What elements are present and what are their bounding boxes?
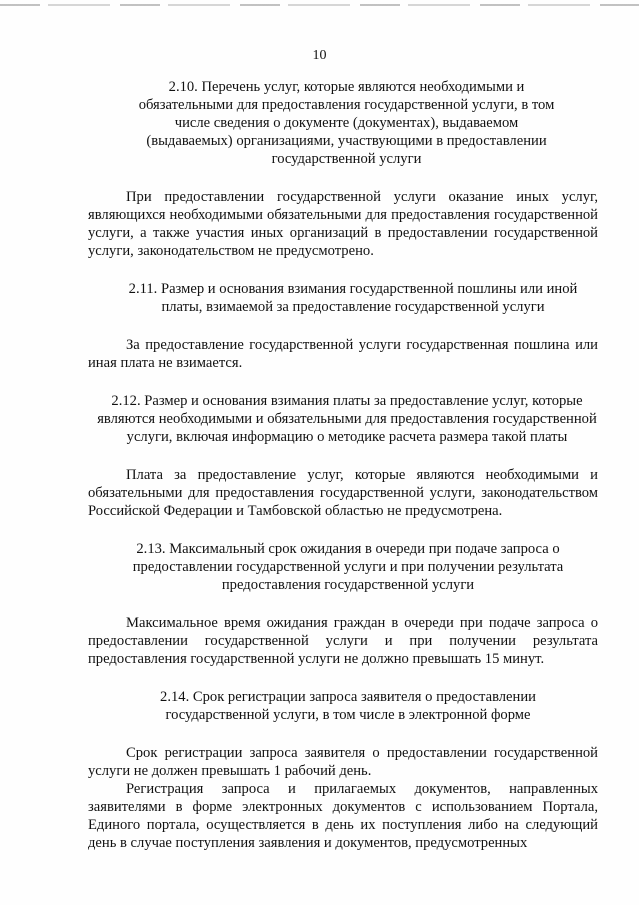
section-paragraph: Срок регистрации запроса заявителя о предоставлении государственной услуги не должен превышать 1 рабочий день. — [88, 745, 598, 779]
section-2-11 — [88, 280, 598, 372]
section-heading: 2.11. Размер и основания взимания государственной пошлины или иной платы, взимаемой за предоставление государственной услуги — [128, 281, 578, 315]
document-body — [88, 78, 598, 852]
section-heading: 2.10. Перечень услуг, которые являются необходимыми и обязательными для предоставления государственной услуги, в том числе сведения о документе (документах), выдаваемом (выдаваемых) организациями, участвующими в предоставлении государственной услуги — [138, 79, 555, 167]
section-heading: 2.13. Максимальный срок ожидания в очереди при подаче запроса о предоставлении государственной услуги и при получении результата предоставления государственной услуги — [132, 541, 564, 593]
section-paragraph: При предоставлении государственной услуги оказание иных услуг, являющихся необходимыми обязательными для предоставления государственной услуги, а также участия иных организаций в предоставлении государственной услуги, законодательством не предусмотрено. — [88, 189, 598, 259]
section-heading: 2.12. Размер и основания взимания платы за предоставление услуг, которые являются необходимыми и обязательными для предоставления государственной услуги, включая информацию о методике расчета размера такой платы — [97, 393, 597, 445]
section-paragraph: Максимальное время ожидания граждан в очереди при подаче запроса о предоставлении государственной услуги и при получении результата предоставления государственной услуги не должно превышать 15 минут. — [88, 615, 598, 667]
page-number: 10 — [312, 48, 327, 63]
section-2-14 — [88, 688, 598, 852]
section-paragraph: Плата за предоставление услуг, которые являются необходимыми и обязательными для предоставления государственной услуги, законодательством Российской Федерации и Тамбовской областью не предусмотрена. — [88, 467, 598, 519]
section-paragraph: Регистрация запроса и прилагаемых документов, направленных заявителями в форме электронных документов с использованием Портала, Единого портала, осуществляется в день их поступления либо на следующий день в случае поступления заявления и документов, предусмотренных — [88, 781, 598, 851]
section-2-10 — [88, 78, 598, 260]
section-2-13 — [88, 540, 598, 668]
section-2-12 — [88, 392, 598, 520]
section-heading: 2.14. Срок регистрации запроса заявителя о предоставлении государственной услуги, в том числе в электронной форме — [160, 689, 536, 723]
section-paragraph: За предоставление государственной услуги государственная пошлина или иная плата не взимается. — [88, 337, 598, 371]
scan-top-edge — [0, 4, 639, 6]
